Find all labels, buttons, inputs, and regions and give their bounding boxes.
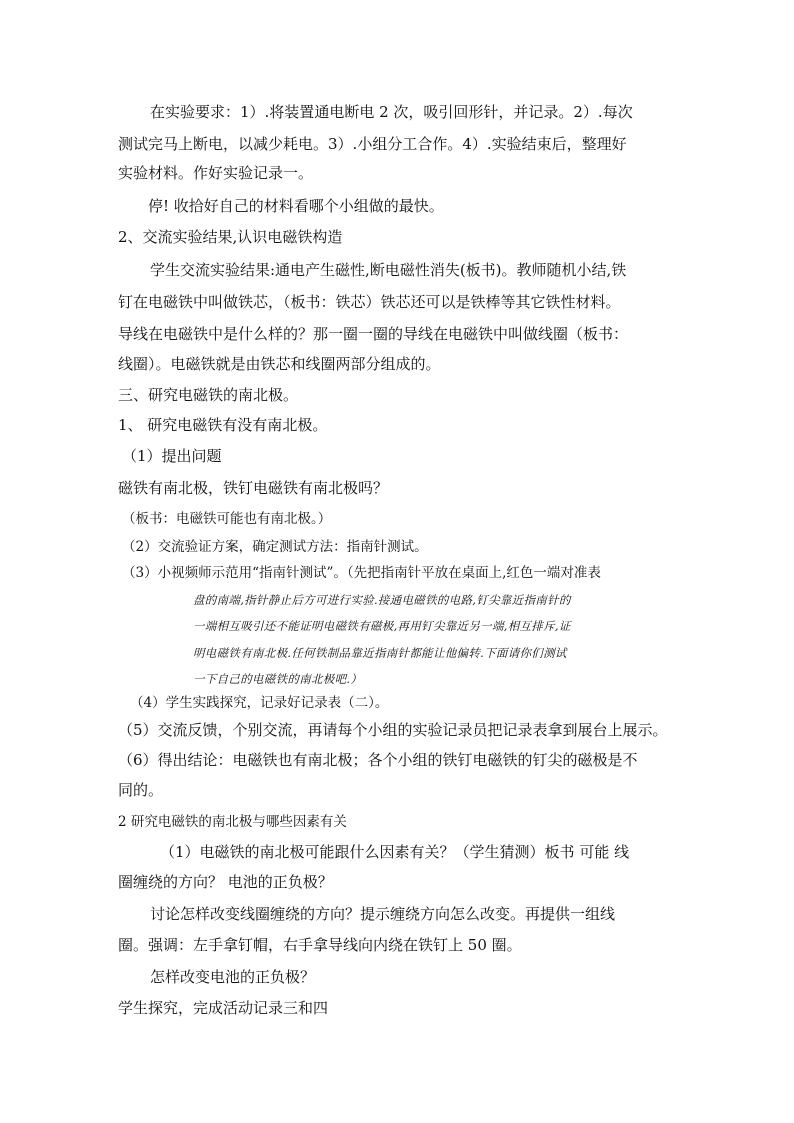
section-heading-2: 2、交流实验结果,认识电磁铁构造 xyxy=(118,228,343,246)
paragraph-line: 线圈）。电磁铁就是由铁芯和线圈两部分组成的。 xyxy=(118,355,441,373)
video-note-line: 一端相互吸引还不能证明电磁铁有磁极,再用钉尖靠近另一端,相互排斥,证 xyxy=(193,619,571,633)
paragraph-line: 同的。 xyxy=(118,781,164,799)
subsection-heading-1: 1、 研究电磁铁有没有南北极。 xyxy=(118,416,328,434)
video-note-line: 盘的南端,指针静止后方可进行实验.接通电磁铁的电路,钉尖靠近指南针的 xyxy=(193,593,571,607)
step-4-practice: （4）学生实践探究，记录好记录表（二）。 xyxy=(130,695,389,711)
paragraph-discussion: 讨论怎样改变线圈缠绕的方向？提示缠绕方向怎么改变。再提供一组线 xyxy=(150,905,616,923)
step-6-conclusion: （6）得出结论：电磁铁也有南北极；各个小组的铁钉电磁铁的钉尖的磁极是不 xyxy=(118,751,638,769)
paragraph-line: 导线在电磁铁中是什么样的？那一圈一圈的导线在电磁铁中叫做线圈（板书： xyxy=(118,325,629,343)
step-3-video: （3）小视频师示范用“指南针测试”。（先把指南针平放在桌面上,红色一端对准表 xyxy=(122,565,601,581)
step-5-feedback: （5）交流反馈，个别交流，再请每个小组的实验记录员把记录表拿到展台上展示。 xyxy=(118,721,668,739)
subsection-heading-2: 2 研究电磁铁的南北极与哪些因素有关 xyxy=(118,814,347,830)
paragraph-line: 测试完马上断电，以减少耗电。3）.小组分工合作。4）.实验结束后，整理好 xyxy=(118,135,627,153)
step-2-method: （2）交流验证方案，确定测试方法：指南针测试。 xyxy=(122,539,428,555)
board-note: （板书：电磁铁可能也有南北极。） xyxy=(122,511,332,527)
step-1-question: （1）提出问题 xyxy=(122,447,222,465)
paragraph-question: 磁铁有南北极，铁钉电磁铁有南北极吗？ xyxy=(118,479,389,497)
paragraph-activity: 学生探究，完成活动记录三和四 xyxy=(118,999,329,1017)
paragraph-line: 圈缠绕的方向？ 电池的正负极？ xyxy=(118,873,333,891)
paragraph-experiment-requirements: 在实验要求：1）.将装置通电断电 2 次，吸引回形针，并记录。2）.每次 xyxy=(150,103,633,121)
video-note-line: 一下自己的电磁铁的南北极吧.） xyxy=(193,672,363,686)
paragraph-results: 学生交流实验结果:通电产生磁性,断电磁性消失(板书)。教师随机小结,铁 xyxy=(150,261,627,279)
section-heading-3: 三、研究电磁铁的南北极。 xyxy=(118,386,299,404)
paragraph-line: 实验材料。作好实验记录一。 xyxy=(118,164,314,182)
paragraph-battery: 怎样改变电池的正负极？ xyxy=(150,968,316,986)
paragraph-factors: （1）电磁铁的南北极可能跟什么因素有关？（学生猜测）板书 可能 线 xyxy=(160,843,630,861)
paragraph-line: 钉在电磁铁中叫做铁芯，（板书：铁芯）铁芯还可以是铁棒等其它铁性材料。 xyxy=(118,293,621,311)
video-note-line: 明电磁铁有南北极.任何铁制品靠近指南针都能让他偏转.下面请你们测试 xyxy=(193,646,567,660)
paragraph-line: 圈。强调：左手拿钉帽，右手拿导线向内绕在铁钉上 50 圈。 xyxy=(118,936,522,954)
paragraph-stop: 停! 收拾好自己的材料看哪个小组做的最快。 xyxy=(148,197,444,215)
